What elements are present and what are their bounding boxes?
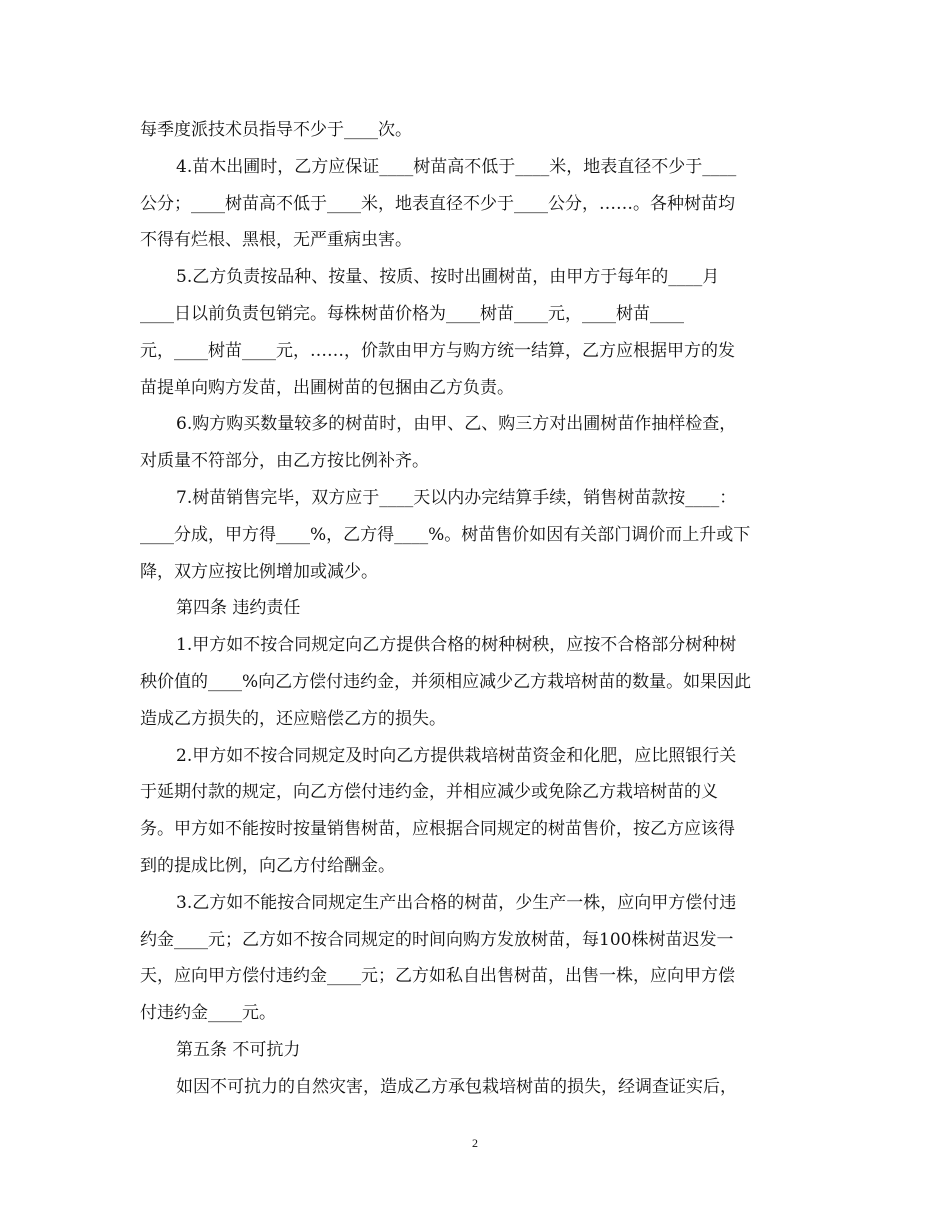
text-line: 如因不可抗力的自然灾害，造成乙方承包栽培树苗的损失，经调查证实后， (176, 1076, 737, 1097)
text-line: 元，____树苗____元，……，价款由甲方与购方统一结算，乙方应根据甲方的发 (140, 340, 735, 361)
text-line: 对质量不符部分，由乙方按比例补齐。 (140, 451, 429, 472)
text-line: 降，双方应按比例增加或减少。 (140, 561, 378, 582)
text-line: 秧价值的____%向乙方偿付违约金，并须相应减少乙方栽培树苗的数量。如果因此 (140, 671, 752, 692)
section-heading: 第四条 违约责任 (176, 598, 301, 619)
text-line: 不得有烂根、黑根，无严重病虫害。 (140, 230, 412, 251)
text-line: 约金____元；乙方如不按合同规定的时间向购方发放树苗，每100株树苗迟发一 (140, 929, 734, 950)
text-line: 4.苗木出圃时，乙方应保证____树苗高不低于____米，地表直径不少于____ (176, 156, 737, 177)
text-line: 于延期付款的规定，向乙方偿付违约金，并相应减少或免除乙方栽培树苗的义 (140, 782, 718, 803)
page-number: 2 (472, 1136, 478, 1150)
text-line: 公分；____树苗高不低于____米，地表直径不少于____公分，……。各种树苗均 (140, 193, 735, 214)
text-line: 天，应向甲方偿付违约金____元；乙方如私自出售树苗，出售一株，应向甲方偿 (140, 966, 735, 987)
text-line: 到的提成比例，向乙方付给酬金。 (140, 855, 395, 876)
text-line: ____日以前负责包销完。每株树苗价格为____树苗____元，____树苗____ (140, 303, 684, 324)
text-line: 每季度派技术员指导不少于____次。 (140, 120, 412, 140)
section-heading: 第五条 不可抗力 (176, 1039, 301, 1060)
text-line: 5.乙方负责按品种、按量、按质、按时出圃树苗，由甲方于每年的____月 (176, 267, 720, 288)
text-line: 1.甲方如不按合同规定向乙方提供合格的树种树秧，应按不合格部分树种树 (176, 635, 737, 656)
text-line: 6.购方购买数量较多的树苗时，由甲、乙、购三方对出圃树苗作抽样检查， (176, 414, 737, 435)
text-line: 7.树苗销售完毕，双方应于____天以内办完结算手续，销售树苗款按____： (176, 487, 737, 508)
text-line: 苗提单向购方发苗，出圃树苗的包捆由乙方负责。 (140, 377, 514, 398)
document-body (140, 112, 810, 1106)
text-line: 3.乙方如不能按合同规定生产出合格的树苗，少生产一株，应向甲方偿付违 (176, 892, 737, 913)
text-line: 造成乙方损失的，还应赔偿乙方的损失。 (140, 708, 446, 729)
text-line: 2.甲方如不按合同规定及时向乙方提供栽培树苗资金和化肥，应比照银行关 (176, 745, 737, 766)
text-line: 务。甲方如不能按时按量销售树苗，应根据合同规定的树苗售价，按乙方应该得 (140, 819, 735, 840)
text-line: 付违约金____元。 (140, 1003, 276, 1024)
text-line: ____分成，甲方得____%，乙方得____%。树苗售价如因有关部门调价而上升或下 (140, 524, 751, 545)
